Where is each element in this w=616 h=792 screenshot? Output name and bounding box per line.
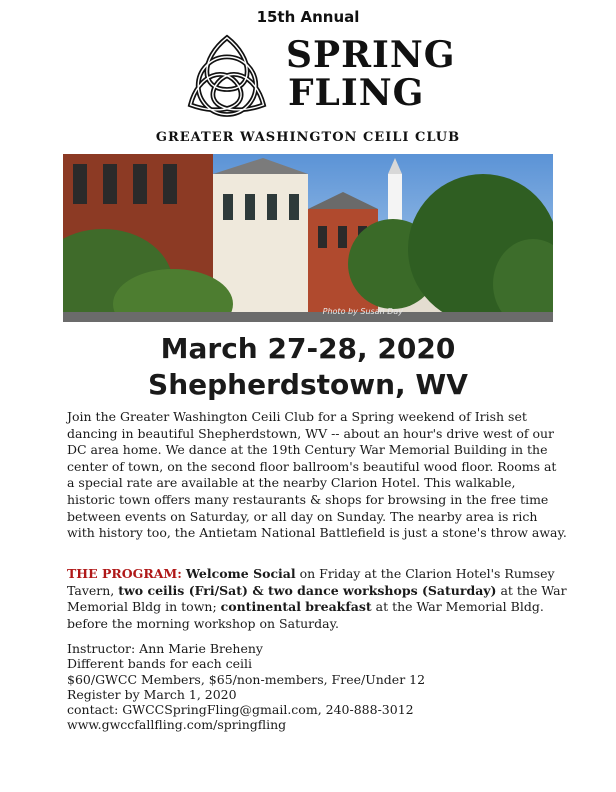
contact-line: contact: GWCCSpringFling@gmail.com, 240-888-3012 <box>67 702 414 718</box>
event-location: Shepherdstown, WV <box>148 368 468 401</box>
annual-label: 15th Annual <box>256 8 360 26</box>
photo-credit: Photo by Susan Day <box>322 307 403 316</box>
program-ceilis: two ceilis (Fri/Sat) & two dance workshops (Saturday) <box>118 582 497 598</box>
details-block <box>67 641 567 733</box>
event-dates: March 27-28, 2020 <box>160 332 456 365</box>
logo-title-line1: SPRING <box>286 34 456 76</box>
program-breakfast: continental breakfast <box>220 599 372 615</box>
bands-line: Different bands for each ceili <box>67 656 252 672</box>
program-text-3: at the War Memorial Bldg. before the morning workshop on Saturday. <box>67 599 544 631</box>
program-social: Welcome Social <box>185 566 296 581</box>
program-text-1: on Friday at the Clarion Hotel's Rumsey Tavern, <box>67 566 555 598</box>
pricing-line: $60/GWCC Members, $65/non-members, Free/Under 12 <box>67 671 426 687</box>
register-line: Register by March 1, 2020 <box>67 686 237 702</box>
club-name: GREATER WASHINGTON CEILI CLUB <box>155 130 461 145</box>
program-text-2: at the War Memorial Bldg in town; <box>67 582 567 615</box>
instructor-line: Instructor: Ann Marie Breheny <box>67 641 263 656</box>
intro-paragraph: Join the Greater Washington Ceili Club for a Spring weekend of Irish set dancing in beautiful Shepherdstown, WV -- about an hour's drive west of our DC area home. We dance at the 19th Century War Memorial Building in the center of town, on the second floor ballroom's beautiful wood floor. Rooms at a special rate are available at the nearby Clarion Hotel. This walkable, historic town offers many restaurants & shops for browsing in the free time between events on Saturday, or all day on Sunday. The nearby area is rich with history too, the Antietam National Battlefield is just a stone's throw away. <box>67 409 567 541</box>
town-photo <box>63 154 553 322</box>
program-paragraph <box>67 566 567 632</box>
program-heading: THE PROGRAM: <box>67 566 182 581</box>
event-logo-title <box>286 36 455 112</box>
website-link[interactable]: www.gwccfallfling.com/springfling <box>67 717 287 733</box>
logo-title-line2: FLING <box>288 72 425 114</box>
celtic-knot-icon <box>178 30 276 126</box>
